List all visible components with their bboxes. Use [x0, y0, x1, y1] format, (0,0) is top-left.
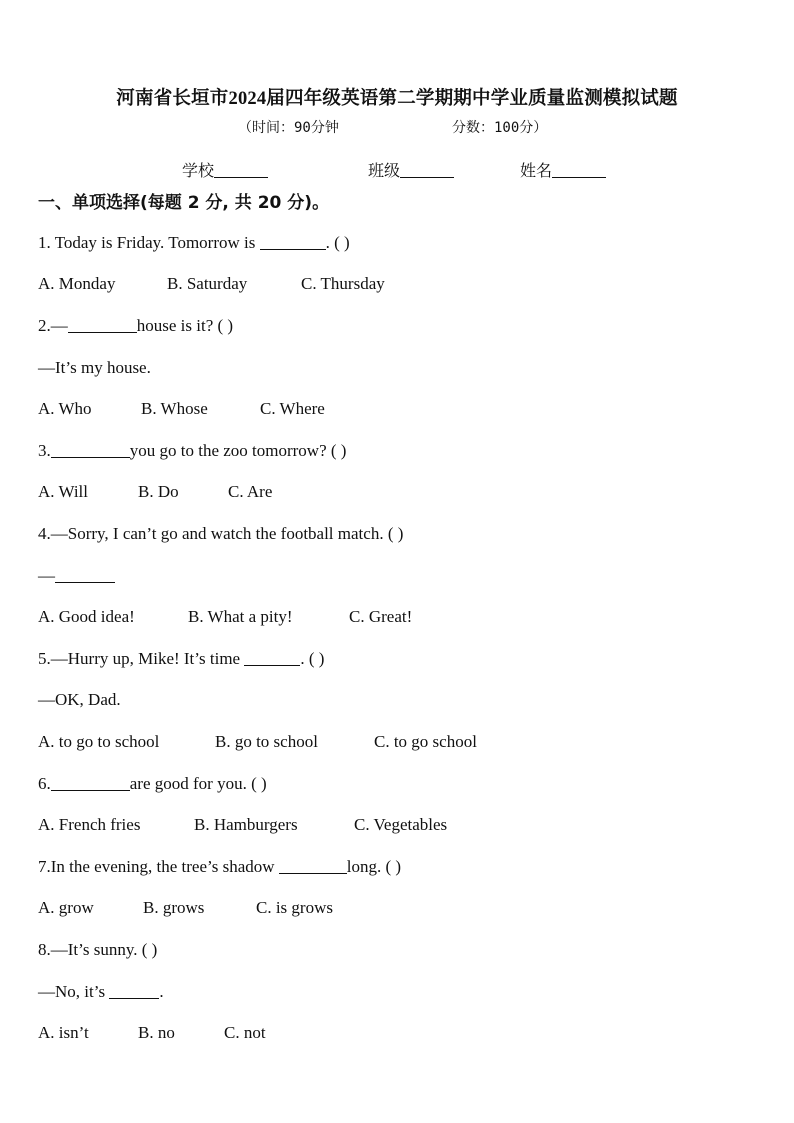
option-c[interactable]: C. Are: [228, 482, 273, 501]
option-c[interactable]: C. is grows: [256, 898, 333, 917]
question-1-stem-end: . ( ): [325, 233, 350, 252]
question-5: [38, 649, 324, 669]
answer-blank[interactable]: [244, 649, 300, 666]
question-1-stem: 1. Today is Friday. Tomorrow is: [38, 233, 260, 252]
option-a[interactable]: A. French fries: [38, 815, 141, 834]
page-title: 河南省长垣市2024届四年级英语第二学期期中学业质量监测模拟试题: [116, 89, 678, 109]
answer-blank[interactable]: [51, 441, 130, 458]
option-c[interactable]: C. Where: [260, 399, 325, 418]
school-label: 学校: [182, 161, 215, 180]
question-8: 8.—It’s sunny. ( ): [38, 940, 158, 959]
option-b[interactable]: B. no: [138, 1023, 175, 1042]
name-label: 姓名: [520, 161, 553, 180]
question-3-stem-end: you go to the zoo tomorrow? ( ): [129, 441, 347, 460]
option-a[interactable]: A. isn’t: [38, 1023, 89, 1042]
option-a[interactable]: A. grow: [38, 898, 94, 917]
question-3: [38, 441, 346, 461]
question-8-reply-stem: —No, it’s: [38, 982, 110, 1001]
option-c[interactable]: C. Thursday: [301, 274, 385, 293]
question-6: [38, 774, 267, 794]
question-2: [38, 316, 233, 336]
school-blank[interactable]: [214, 162, 268, 178]
school-field: [182, 158, 268, 181]
option-b[interactable]: B. grows: [143, 898, 205, 917]
question-8-reply-end: .: [159, 982, 164, 1001]
question-2-stem-end: house is it? ( ): [136, 316, 234, 335]
question-3-stem: 3.: [38, 441, 51, 460]
name-field: [520, 158, 606, 181]
total-score: 分数：100分）: [452, 120, 548, 136]
option-a[interactable]: A. Will: [38, 482, 89, 501]
answer-blank[interactable]: [260, 233, 326, 250]
option-c[interactable]: C. Vegetables: [354, 815, 448, 834]
name-blank[interactable]: [552, 162, 606, 178]
option-a[interactable]: A. Who: [38, 399, 92, 418]
option-b[interactable]: B. Whose: [141, 399, 208, 418]
section-heading: 一、单项选择(每题 2 分, 共 20 分)。: [38, 193, 330, 213]
question-5-reply: —OK, Dad.: [38, 690, 121, 709]
option-b[interactable]: B. Saturday: [167, 274, 248, 293]
question-7-stem-end: long. ( ): [346, 857, 402, 876]
option-b[interactable]: B. What a pity!: [188, 607, 293, 626]
option-b[interactable]: B. Hamburgers: [194, 815, 298, 834]
question-6-stem-end: are good for you. ( ): [129, 774, 267, 793]
question-5-stem-end: . ( ): [300, 649, 325, 668]
question-1: [38, 233, 350, 253]
answer-blank[interactable]: [109, 982, 159, 999]
answer-blank[interactable]: [68, 316, 137, 333]
answer-blank[interactable]: [51, 774, 130, 791]
question-4: 4.—Sorry, I can’t go and watch the football match. ( ): [38, 524, 404, 543]
option-a[interactable]: A. to go to school: [38, 732, 160, 751]
question-4-reply: [38, 566, 115, 586]
question-4-reply-dash: —: [38, 566, 55, 585]
class-field: [368, 158, 454, 181]
option-a[interactable]: A. Good idea!: [38, 607, 135, 626]
option-c[interactable]: C. Great!: [349, 607, 413, 626]
question-6-stem: 6.: [38, 774, 51, 793]
question-2-stem: 2.—: [38, 316, 68, 335]
answer-blank[interactable]: [55, 566, 115, 583]
option-c[interactable]: C. to go school: [374, 732, 477, 751]
question-8-reply: [38, 982, 164, 1002]
option-b[interactable]: B. Do: [138, 482, 179, 501]
question-7-stem: 7.In the evening, the tree’s shadow: [38, 857, 279, 876]
answer-blank[interactable]: [279, 857, 347, 874]
question-2-reply: —It’s my house.: [38, 358, 151, 377]
option-c[interactable]: C. not: [224, 1023, 266, 1042]
time-limit: （时间：90分钟: [238, 120, 339, 136]
question-7: [38, 857, 401, 877]
option-b[interactable]: B. go to school: [215, 732, 318, 751]
class-blank[interactable]: [400, 162, 454, 178]
question-5-stem: 5.—Hurry up, Mike! It’s time: [38, 649, 245, 668]
option-a[interactable]: A. Monday: [38, 274, 116, 293]
class-label: 班级: [368, 161, 401, 180]
